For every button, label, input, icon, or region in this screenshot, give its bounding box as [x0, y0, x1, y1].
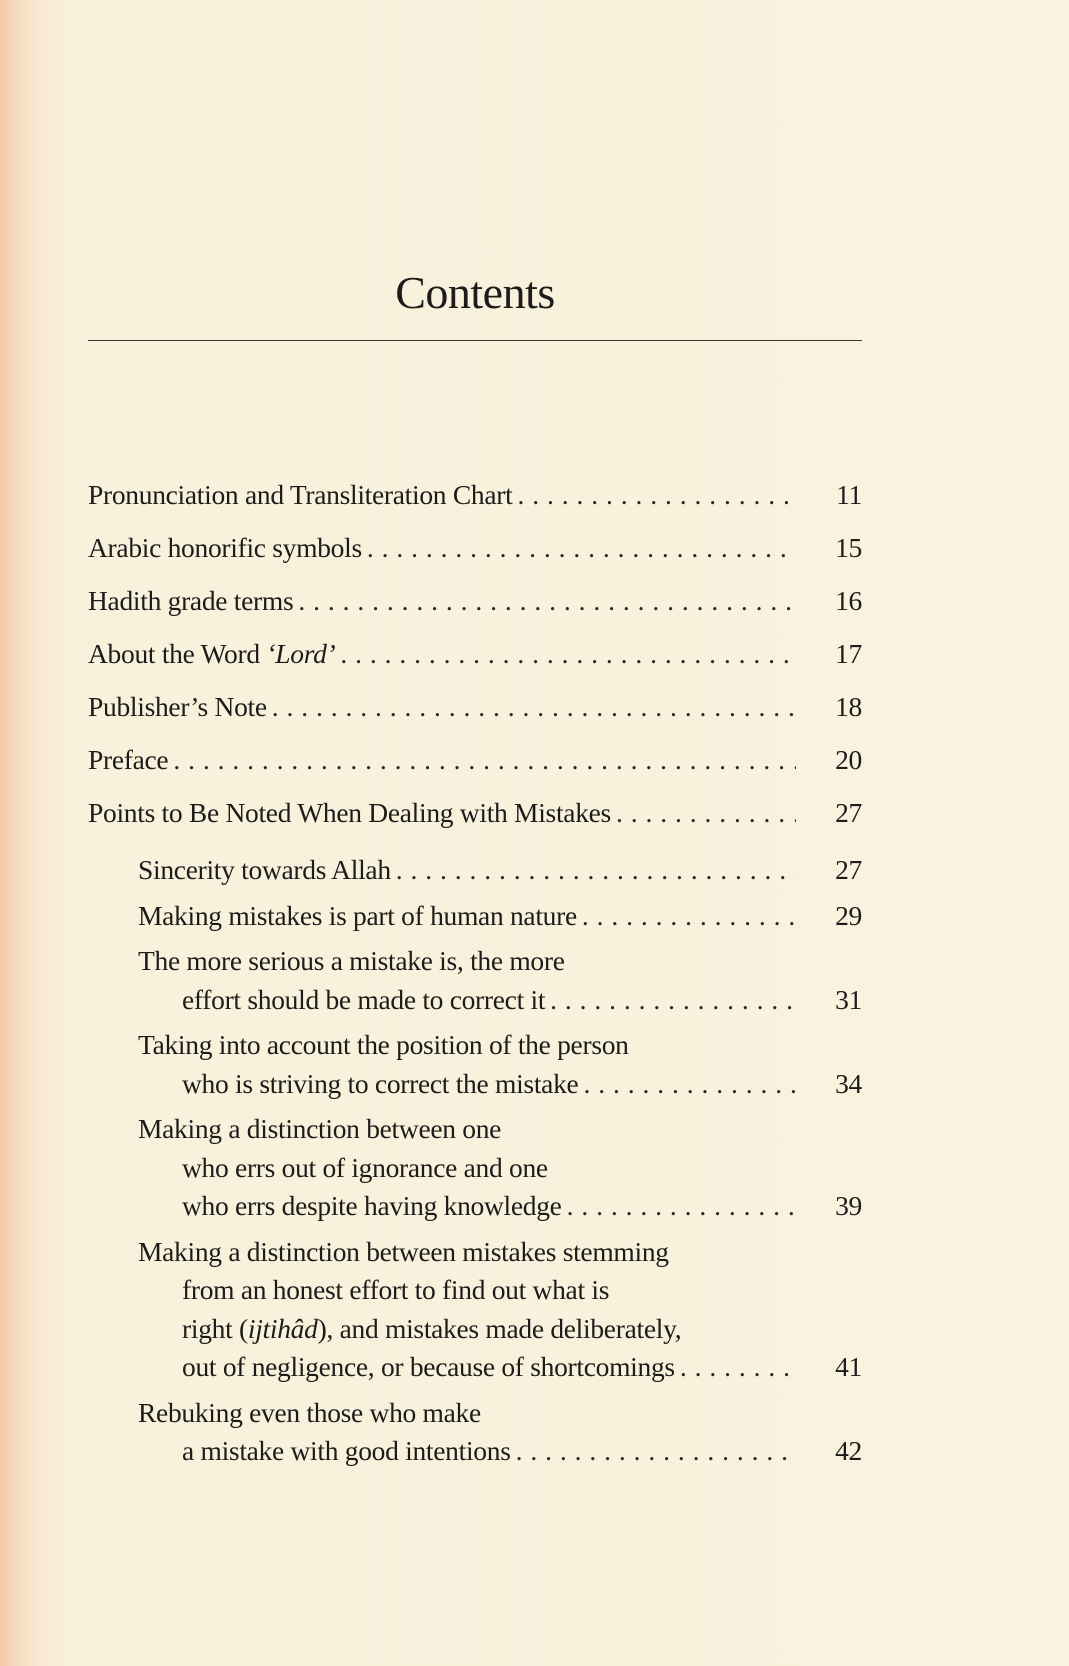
page-number: 41: [835, 1351, 862, 1382]
toc-entry-line: [88, 798, 862, 829]
toc-entry[interactable]: [88, 798, 862, 829]
toc-entry-line: [88, 1065, 862, 1104]
toc-entry-text: [88, 639, 335, 670]
toc-entry-text: [182, 1310, 681, 1349]
text-segment: The more serious a mistake is, the more: [138, 945, 565, 976]
dot-leader: [168, 745, 796, 776]
toc-entry-line: [88, 1187, 862, 1226]
text-segment: Arabic honorific symbols: [88, 532, 362, 563]
toc-subentry[interactable]: [88, 1026, 862, 1103]
text-segment: About the Word: [88, 638, 267, 669]
toc-entry-text: [138, 1026, 629, 1065]
dot-leader: [611, 798, 796, 829]
text-segment: who errs despite having knowledge: [182, 1190, 562, 1221]
page-number: 42: [835, 1435, 862, 1466]
toc-entry-line: [88, 1394, 862, 1433]
page-number: 16: [835, 585, 862, 616]
page-number: 11: [836, 479, 862, 510]
page-number: 15: [835, 532, 862, 563]
page-number: 20: [835, 744, 862, 775]
toc-entry-text: [138, 942, 565, 981]
page-number: 34: [835, 1067, 862, 1099]
page-number: 27: [835, 797, 862, 828]
dot-leader: [675, 1348, 796, 1387]
toc-entry-text: [182, 1149, 548, 1188]
toc-entry-text: [182, 1432, 511, 1471]
text-segment: a mistake with good intentions: [182, 1435, 511, 1466]
toc-subentry[interactable]: [88, 1394, 862, 1471]
title-rule: [88, 340, 862, 341]
text-segment: from an honest effort to find out what is: [182, 1274, 610, 1305]
page-number: 39: [835, 1190, 862, 1221]
text-segment: Making a distinction between mistakes stemming: [138, 1235, 669, 1267]
dot-leader: [562, 1187, 796, 1226]
toc-entry-line: [88, 981, 862, 1020]
text-segment: Preface: [88, 744, 169, 775]
table-of-contents: [88, 480, 862, 1478]
dot-leader: [293, 586, 796, 617]
text-segment: right (: [182, 1312, 248, 1344]
toc-entry-line: [88, 639, 862, 670]
toc-entry-line: [88, 692, 862, 723]
toc-entry-text: [182, 1271, 609, 1310]
toc-entry-text: [138, 1394, 481, 1433]
toc-entry-text: [138, 851, 391, 890]
text-segment: Sincerity towards Allah: [138, 854, 391, 885]
toc-entry[interactable]: [88, 586, 862, 617]
toc-entry-line: [88, 851, 862, 890]
text-segment: out of negligence, or because of shortcomings: [182, 1351, 675, 1382]
toc-entry-line: [88, 1348, 862, 1387]
dot-leader: [267, 692, 796, 723]
text-segment: Points to Be Noted When Dealing with Mistakes: [88, 797, 611, 828]
page-number: 27: [835, 854, 862, 885]
dot-leader: [391, 851, 796, 890]
toc-entry-text: [88, 480, 512, 511]
toc-entry-text: [182, 981, 545, 1020]
toc-entry-line: [88, 745, 862, 776]
text-segment: effort should be made to correct it: [182, 983, 546, 1015]
toc-entry-text: [182, 1065, 578, 1104]
toc-entry[interactable]: [88, 480, 862, 511]
toc-entry-line: [88, 897, 862, 936]
toc-entry-line: [88, 1432, 862, 1471]
text-segment: Publisher’s Note: [88, 691, 267, 722]
toc-entry-line: [88, 586, 862, 617]
page-title: Contents: [395, 267, 555, 318]
toc-entry-line: [88, 533, 862, 564]
toc-entry[interactable]: [88, 533, 862, 564]
italic-term: ijtihâd: [247, 1312, 318, 1344]
toc-entry-text: [182, 1187, 562, 1226]
dot-leader: [577, 897, 796, 936]
dot-leader: [512, 480, 796, 511]
toc-entry-text: [88, 692, 267, 723]
toc-entry-text: [138, 1233, 669, 1272]
toc-entry-line: [88, 1149, 862, 1188]
toc-subentry[interactable]: [88, 1233, 862, 1387]
toc-subentry[interactable]: [88, 942, 862, 1019]
text-segment: who errs out of ignorance and one: [182, 1151, 548, 1183]
page-number: 18: [835, 691, 862, 722]
dot-leader: [545, 981, 796, 1020]
toc-subentry[interactable]: [88, 1110, 862, 1226]
toc-entry-text: [88, 745, 168, 776]
toc-subentry[interactable]: [88, 897, 862, 936]
toc-entry-line: [88, 1310, 862, 1349]
toc-entry-line: [88, 1026, 862, 1065]
page-number: 17: [835, 638, 862, 669]
text-segment: Taking into account the position of the person: [138, 1029, 629, 1060]
text-segment: Making a distinction between one: [138, 1113, 502, 1144]
page-number: 29: [835, 899, 862, 931]
text-segment: Rebuking even those who make: [138, 1396, 481, 1428]
dot-leader: [362, 533, 796, 564]
toc-entry-line: [88, 480, 862, 511]
dot-leader: [335, 639, 796, 670]
toc-entry[interactable]: [88, 639, 862, 670]
dot-leader: [578, 1065, 796, 1104]
toc-entry[interactable]: [88, 745, 862, 776]
toc-entry-text: [88, 586, 293, 617]
italic-term: ‘Lord’: [266, 638, 336, 669]
text-segment: Pronunciation and Transliteration Chart: [88, 479, 513, 510]
text-segment: ), and mistakes made deliberately,: [317, 1312, 682, 1344]
toc-entry-line: [88, 1271, 862, 1310]
text-segment: Hadith grade terms: [88, 585, 294, 616]
text-segment: who is striving to correct the mistake: [182, 1067, 579, 1099]
toc-entry-text: [88, 798, 611, 829]
toc-entry-line: [88, 1110, 862, 1149]
dot-leader: [511, 1432, 796, 1471]
toc-entry[interactable]: [88, 692, 862, 723]
toc-entry-line: [88, 1233, 862, 1272]
toc-entry-text: [182, 1348, 675, 1387]
toc-entry-line: [88, 942, 862, 981]
toc-entry-text: [88, 533, 362, 564]
toc-entry-text: [138, 897, 577, 936]
toc-entry-text: [138, 1110, 501, 1149]
text-segment: Making mistakes is part of human nature: [138, 899, 577, 931]
page-number: 31: [835, 983, 862, 1015]
toc-subentry[interactable]: [88, 851, 862, 890]
